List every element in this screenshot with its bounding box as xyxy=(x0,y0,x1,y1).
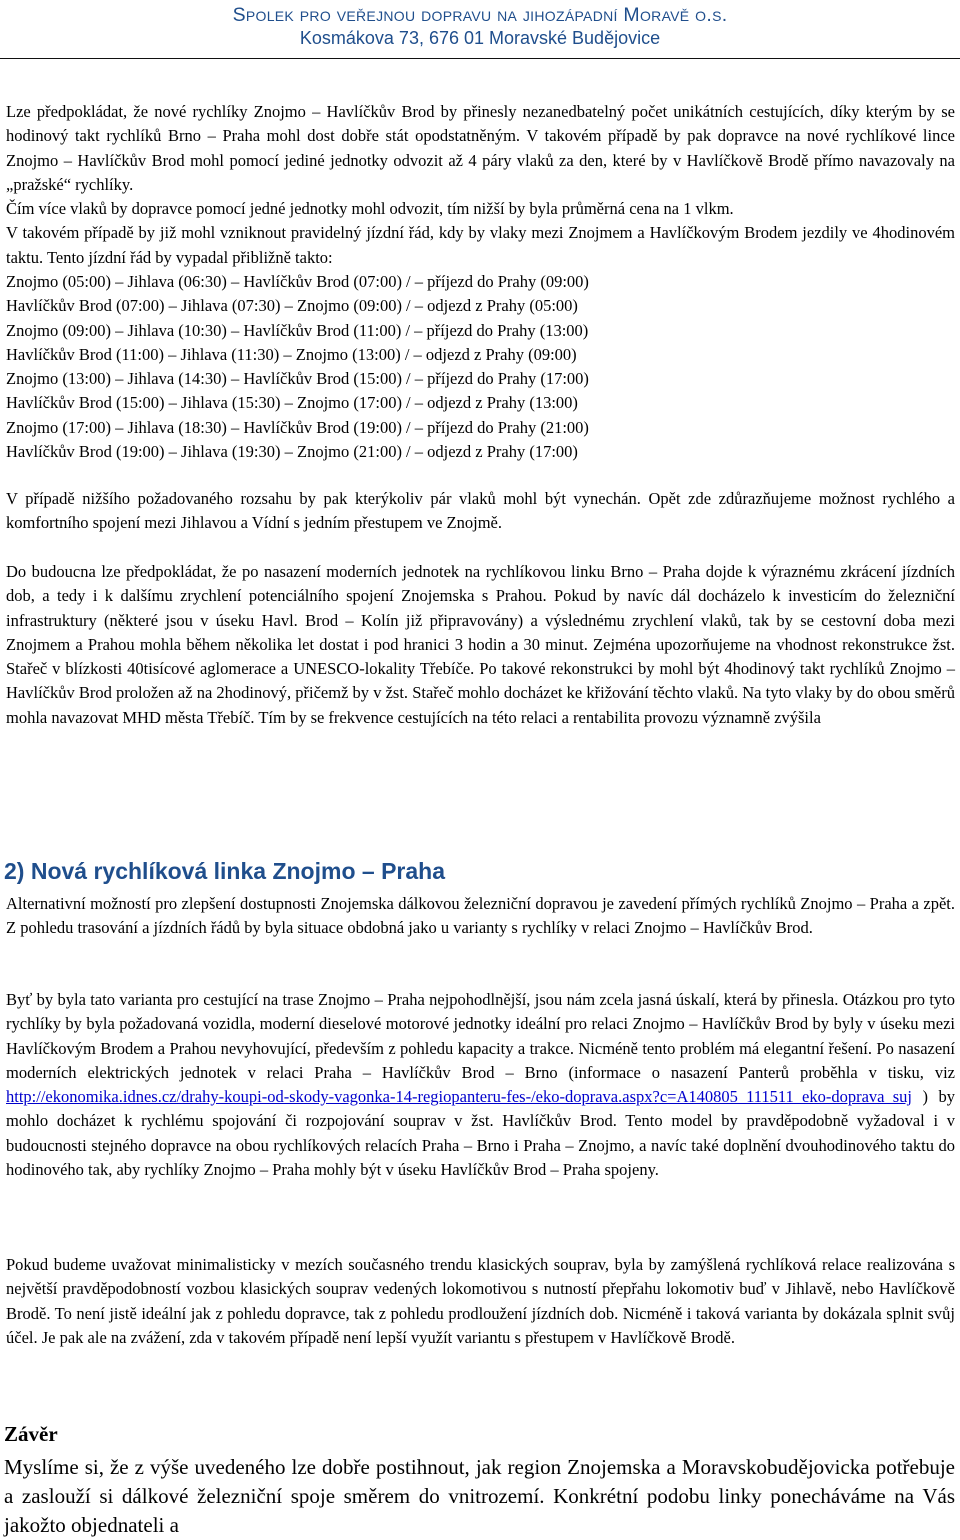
section2-paragraph-1 xyxy=(6,892,955,941)
conclusion-text: Myslíme si, že z výše uvedeného lze dobře postihnout, jak region Znojemska a Moravskobudějovicka potřebuje a zaslouží si dálkové železniční spoje směrem do vnitrozemí. Konkrétní podobu linky ponecháváme na Vás jakožto objednateli a xyxy=(4,1455,955,1537)
intro-paragraph xyxy=(6,100,955,270)
section2-paragraph-2-tail: ) by mohlo docházet k rychlému spojování či rozpojování souprav v žst. Havlíčkův Brod. Tento model by pravděpodobně vyžadoval i v budoucnosti stejného dopravce na obou rychlíkových relacích Praha – Brno i Praha – Znojmo, a navíc také doplnění dvouhodinového taktu do hodinového tak, aby rychlíky Znojmo – Praha mohly být v úseku Havlíčkův Brod – Praha spojeny. xyxy=(6,1087,956,1180)
paragraph-future-text: Do budoucna lze předpokládat, že po nasazení moderních jednotek na rychlíkovou linku Brno – Praha dojde k výraznému zkrácení jízdních dob, a tedy i k dalšímu zrychlení potenciálního spojení Znojemska s Prahou. Pokud by navíc dál docházelo k investicím do železniční infrastruktury (některé jsou v úseku Havl. Brod – Kolín již připravovány) a výslednému zrychlení vlaků, tak by se cestovní doba mezi Znojmem a Prahou mohla během několika let dostat i pod hranici 3 hodin a 30 minut. Zejména upozorňujeme na vhodnost rekonstrukce žst. Stařeč v blízkosti 40tisícové aglomerace a UNESCO-lokality Třebíče. Po takové rekonstrukci by mohl být 4hodinový takt rychlíků Znojmo – Havlíčkův Brod proložen až na 2hodinový, přičemž by v žst. Stařeč mohlo docházet ke křižování těchto vlaků. Na tyto vlaky by do obou směrů mohla navazovat MHD města Třebíč. Tím by se frekvence cestujících na této relaci a rentabilita provozu významně zvýšila xyxy=(6,562,955,727)
organization-address: Kosmákova 73, 676 01 Moravské Budějovice xyxy=(299,28,661,48)
timetable-row: Znojmo (17:00) – Jihlava (18:30) – Havlíčkův Brod (19:00) / – příjezd do Prahy (21:00) xyxy=(6,417,589,437)
conclusion-heading: Závěr xyxy=(4,1422,58,1446)
intro-text-1: Lze předpokládat, že nové rychlíky Znojmo – Havlíčkův Brod by přinesly nezanedbatelný počet unikátních cestujících, díky kterým by se hodinový takt rychlíků Brno – Praha mohl dost dobře stát opodstatněným. V takovém případě by pak dopravce na nové rychlíkové lince Znojmo – Havlíčkův Brod mohl pomocí jediné jednotky odvozit až 4 páry vlaků za den, které by v Havlíčkově Brodě přímo navazovaly na „pražské“ rychlíky. xyxy=(6,102,955,194)
section2-paragraph-3 xyxy=(6,1253,955,1350)
article-link[interactable]: http://ekonomika.idnes.cz/drahy-koupi-od-skody-vagonka-14-regiopanteru-fes-/eko-doprava.aspx?c=A140805_111511_eko-doprava_suj xyxy=(6,1087,913,1107)
timetable-row: Znojmo (05:00) – Jihlava (06:30) – Havlíčkův Brod (07:00) / – příjezd do Prahy (09:00) xyxy=(6,272,589,291)
header-divider xyxy=(0,58,960,59)
paragraph-lower-demand xyxy=(6,487,955,536)
conclusion-paragraph xyxy=(4,1453,955,1540)
section2-paragraph-2 xyxy=(6,988,955,1182)
timetable-row: Havlíčkův Brod (15:00) – Jihlava (15:30) – Znojmo (17:00) / – odjezd z Prahy (13:00) xyxy=(6,393,578,413)
section2-paragraph-2-text xyxy=(6,988,955,1182)
organization-name: Spolek pro veřejnou dopravu na jihozápadní Moravě o.s. xyxy=(232,4,728,26)
timetable-row: Znojmo (13:00) – Jihlava (14:30) – Havlíčkův Brod (15:00) / – příjezd do Prahy (17:00) xyxy=(6,369,589,389)
paragraph-future xyxy=(6,560,955,730)
intro-text-2: Čím více vlaků by dopravce pomocí jedné jednotky mohl odvozit, tím nižší by byla průměrná cena na 1 vlkm. xyxy=(6,199,734,219)
section2-paragraph-2-lead: Byť by byla tato varianta pro cestující na trase Znojmo – Praha nejpohodlnější, jsou nám zcela jasná úskalí, která by přinesla. Otázkou pro tyto rychlíky by byla požadovaná vozidla, moderní dieselové motorové jednotky ideální pro relaci Znojmo – Havlíčkův Brod by byly v úseku mezi Havlíčkovým Brodem a Prahou nevyhovující, především z pohledu kapacity a trakce. Nicméně tento problém má elegantní řešení. Po nasazení moderních elektrických jednotek v relaci Praha – Havlíčkův Brod – Brno (informace o nasazení Panterů proběhla v tisku, viz xyxy=(6,990,955,1082)
section2-paragraph-3-text: Pokud budeme uvažovat minimalisticky v mezích současného trendu klasických souprav, byla by zamýšlená rychlíková relace realizována s největší pravděpodobností vozbou klasických souprav vedených lokomotivou s nutností přepřahu lokomotiv buď v Jihlavě, nebo Havlíčkově Brodě. To není jistě ideální jak z pohledu dopravce, tak z pohledu prodloužení jízdních dob. Nicméně i taková varianta by dokázala splnit svůj účel. Je pak ale na zvážení, zda v takovém případě není lepší využít variantu s přestupem v Havlíčkově Brodě. xyxy=(6,1255,955,1347)
timetable-row: Havlíčkův Brod (07:00) – Jihlava (07:30) – Znojmo (09:00) / – odjezd z Prahy (05:00) xyxy=(6,296,578,316)
section2-paragraph-1-text: Alternativní možností pro zlepšení dostupnosti Znojemska dálkovou železniční dopravou je zavedení přímých rychlíků Znojmo – Praha a zpět. Z pohledu trasování a jízdních řádů by byla situace obdobná jako u varianty s rychlíky v relaci Znojmo – Havlíčkův Brod. xyxy=(6,894,955,938)
timetable xyxy=(6,270,955,464)
timetable-row: Havlíčkův Brod (19:00) – Jihlava (19:30) – Znojmo (21:00) / – odjezd z Prahy (17:00) xyxy=(6,442,578,462)
timetable-row: Znojmo (09:00) – Jihlava (10:30) – Havlíčkův Brod (11:00) / – příjezd do Prahy (13:00) xyxy=(6,320,589,340)
paragraph-lower-demand-text: V případě nižšího požadovaného rozsahu by pak kterýkoliv pár vlaků mohl být vynechán. Opět zde zdůrazňujeme možnost rychlého a komfortního spojení mezi Jihlavou a Vídní s jedním přestupem ve Znojmě. xyxy=(6,489,955,533)
section-heading-2: 2) Nová rychlíková linka Znojmo – Praha xyxy=(4,858,445,884)
intro-text-3: V takovém případě by již mohl vzniknout pravidelný jízdní řád, kdy by vlaky mezi Znojmem a Havlíčkovým Brodem jezdily ve 4hodinovém taktu. Tento jízdní řád by vypadal přibližně takto: xyxy=(6,223,955,267)
timetable-row: Havlíčkův Brod (11:00) – Jihlava (11:30) – Znojmo (13:00) / – odjezd z Prahy (09:00) xyxy=(6,344,577,364)
